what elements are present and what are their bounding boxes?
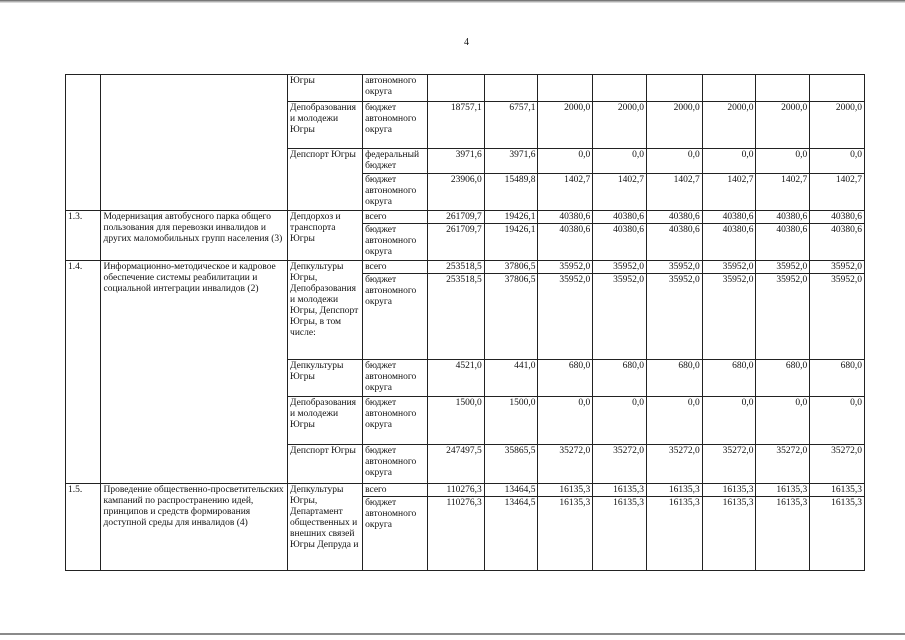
- scan-edge-bottom: [0, 633, 905, 635]
- cell-value: 16135,3: [756, 497, 810, 571]
- cell-value: 35952,0: [702, 274, 756, 360]
- cell-value: 0,0: [810, 397, 865, 445]
- table-row: [66, 75, 865, 102]
- cell-source: бюджет автономного округа: [363, 274, 428, 360]
- cell-value: 35952,0: [593, 261, 647, 274]
- cell-source: всего: [363, 484, 428, 497]
- cell-value: 680,0: [702, 360, 756, 397]
- cell-name: Информационно-методическое и кадровое обеспечение системы реабилитации и социальной интеграции инвалидов (2): [101, 261, 288, 484]
- cell-name: [101, 75, 288, 211]
- cell-value: 19426,1: [484, 224, 538, 261]
- cell-value: 16135,3: [593, 497, 647, 571]
- cell-value: 680,0: [593, 360, 647, 397]
- cell-value: 0,0: [593, 397, 647, 445]
- cell-value: 0,0: [810, 149, 865, 174]
- cell-value: [810, 75, 865, 102]
- cell-value: 0,0: [538, 397, 593, 445]
- cell-value: 40380,6: [810, 224, 865, 261]
- cell-value: 1500,0: [427, 397, 484, 445]
- cell-value: 1402,7: [646, 174, 702, 211]
- cell-value: 35952,0: [646, 274, 702, 360]
- cell-value: 37806,5: [484, 274, 538, 360]
- cell-value: 3971,6: [427, 149, 484, 174]
- cell-value: 35952,0: [646, 261, 702, 274]
- cell-executor: Югры: [288, 75, 363, 102]
- cell-value: 35952,0: [810, 274, 865, 360]
- cell-executor: Депспорт Югры: [288, 149, 363, 211]
- cell-value: 13464,5: [484, 484, 538, 497]
- cell-value: 16135,3: [593, 484, 647, 497]
- cell-value: 35952,0: [538, 261, 593, 274]
- cell-value: 2000,0: [810, 102, 865, 149]
- cell-value: 261709,7: [427, 211, 484, 224]
- cell-value: 40380,6: [646, 224, 702, 261]
- cell-value: 1402,7: [756, 174, 810, 211]
- cell-value: 680,0: [810, 360, 865, 397]
- cell-executor: Депдорхоз и транспорта Югры: [288, 211, 363, 261]
- cell-executor: Депобразования и молодежи Югры: [288, 102, 363, 149]
- cell-value: 40380,6: [756, 224, 810, 261]
- cell-value: 35272,0: [810, 445, 865, 484]
- cell-value: 0,0: [538, 149, 593, 174]
- cell-value: 35952,0: [810, 261, 865, 274]
- table-row: [66, 211, 865, 224]
- cell-value: 16135,3: [756, 484, 810, 497]
- cell-source: бюджет автономного округа: [363, 224, 428, 261]
- cell-value: 35272,0: [702, 445, 756, 484]
- cell-value: 2000,0: [538, 102, 593, 149]
- cell-value: 35952,0: [756, 261, 810, 274]
- cell-no: 1.5.: [66, 484, 101, 571]
- cell-value: 35952,0: [538, 274, 593, 360]
- cell-value: 40380,6: [702, 224, 756, 261]
- cell-executor: Депкультуры Югры, Департамент общественных и внешних связей Югры Депруда и: [288, 484, 363, 571]
- cell-value: 18757,1: [427, 102, 484, 149]
- cell-value: [484, 75, 538, 102]
- cell-value: 0,0: [646, 149, 702, 174]
- cell-value: 16135,3: [702, 484, 756, 497]
- cell-value: 16135,3: [810, 497, 865, 571]
- cell-value: 16135,3: [702, 497, 756, 571]
- cell-value: 35952,0: [593, 274, 647, 360]
- cell-value: 0,0: [702, 149, 756, 174]
- cell-value: 0,0: [702, 397, 756, 445]
- cell-value: 2000,0: [702, 102, 756, 149]
- cell-value: 6757,1: [484, 102, 538, 149]
- cell-value: 2000,0: [756, 102, 810, 149]
- cell-executor: Депобразования и молодежи Югры: [288, 397, 363, 445]
- cell-name: Модернизация автобусного парка общего пользования для перевозки инвалидов и других маломобильных групп населения (3): [101, 211, 288, 261]
- cell-source: бюджет автономного округа: [363, 497, 428, 571]
- cell-value: [646, 75, 702, 102]
- cell-value: 1500,0: [484, 397, 538, 445]
- cell-value: 15489,8: [484, 174, 538, 211]
- cell-value: 441,0: [484, 360, 538, 397]
- cell-value: 1402,7: [593, 174, 647, 211]
- cell-value: 40380,6: [702, 211, 756, 224]
- cell-value: 680,0: [646, 360, 702, 397]
- cell-value: 40380,6: [646, 211, 702, 224]
- cell-value: 680,0: [538, 360, 593, 397]
- cell-value: 1402,7: [810, 174, 865, 211]
- cell-value: 1402,7: [702, 174, 756, 211]
- cell-value: 0,0: [646, 397, 702, 445]
- cell-value: 16135,3: [646, 497, 702, 571]
- cell-source: бюджет автономного округа: [363, 445, 428, 484]
- cell-value: 35865,5: [484, 445, 538, 484]
- cell-value: 35272,0: [538, 445, 593, 484]
- cell-value: 110276,3: [427, 484, 484, 497]
- cell-value: 4521,0: [427, 360, 484, 397]
- cell-no: 1.4.: [66, 261, 101, 484]
- table-row: [66, 484, 865, 497]
- cell-value: 0,0: [756, 397, 810, 445]
- cell-no: [66, 75, 101, 211]
- cell-value: 16135,3: [646, 484, 702, 497]
- table-row: [66, 261, 865, 274]
- cell-value: 23906,0: [427, 174, 484, 211]
- cell-value: 16135,3: [538, 484, 593, 497]
- cell-source: федеральный бюджет: [363, 149, 428, 174]
- cell-value: 16135,3: [538, 497, 593, 571]
- cell-value: 1402,7: [538, 174, 593, 211]
- cell-value: 0,0: [593, 149, 647, 174]
- cell-value: 35272,0: [646, 445, 702, 484]
- cell-source: бюджет автономного округа: [363, 360, 428, 397]
- cell-value: 35272,0: [756, 445, 810, 484]
- cell-value: 35952,0: [702, 261, 756, 274]
- cell-value: 247497,5: [427, 445, 484, 484]
- cell-name: Проведение общественно-просветительских кампаний по распространению идей, принципов и средств формирования доступной среды для инвалидов (4): [101, 484, 288, 571]
- cell-executor: Депспорт Югры: [288, 445, 363, 484]
- budget-table: [65, 74, 865, 571]
- cell-value: 40380,6: [810, 211, 865, 224]
- cell-source: бюджет автономного округа: [363, 397, 428, 445]
- cell-value: 40380,6: [593, 211, 647, 224]
- cell-value: 35952,0: [756, 274, 810, 360]
- cell-source: бюджет автономного округа: [363, 102, 428, 149]
- cell-value: 40380,6: [593, 224, 647, 261]
- cell-source: бюджет автономного округа: [363, 174, 428, 211]
- cell-value: 2000,0: [593, 102, 647, 149]
- cell-value: [702, 75, 756, 102]
- cell-value: 37806,5: [484, 261, 538, 274]
- cell-source: всего: [363, 211, 428, 224]
- cell-executor: Депкультуры Югры: [288, 360, 363, 397]
- cell-source: всего: [363, 261, 428, 274]
- cell-value: 680,0: [756, 360, 810, 397]
- page-number: 4: [464, 37, 469, 48]
- cell-value: [427, 75, 484, 102]
- cell-value: 16135,3: [810, 484, 865, 497]
- cell-value: 110276,3: [427, 497, 484, 571]
- cell-value: 253518,5: [427, 274, 484, 360]
- cell-value: 2000,0: [646, 102, 702, 149]
- cell-value: 253518,5: [427, 261, 484, 274]
- cell-value: 19426,1: [484, 211, 538, 224]
- cell-value: [756, 75, 810, 102]
- cell-value: 13464,5: [484, 497, 538, 571]
- cell-no: 1.3.: [66, 211, 101, 261]
- scan-edge-top: [0, 0, 905, 3]
- cell-value: 35272,0: [593, 445, 647, 484]
- cell-value: 40380,6: [538, 224, 593, 261]
- cell-value: 40380,6: [756, 211, 810, 224]
- cell-value: 3971,6: [484, 149, 538, 174]
- cell-executor: Депкультуры Югры, Депобразования и молодежи Югры, Депспорт Югры, в том числе:: [288, 261, 363, 360]
- cell-source: автономного округа: [363, 75, 428, 102]
- cell-value: [538, 75, 593, 102]
- cell-value: 261709,7: [427, 224, 484, 261]
- cell-value: 0,0: [756, 149, 810, 174]
- cell-value: [593, 75, 647, 102]
- cell-value: 40380,6: [538, 211, 593, 224]
